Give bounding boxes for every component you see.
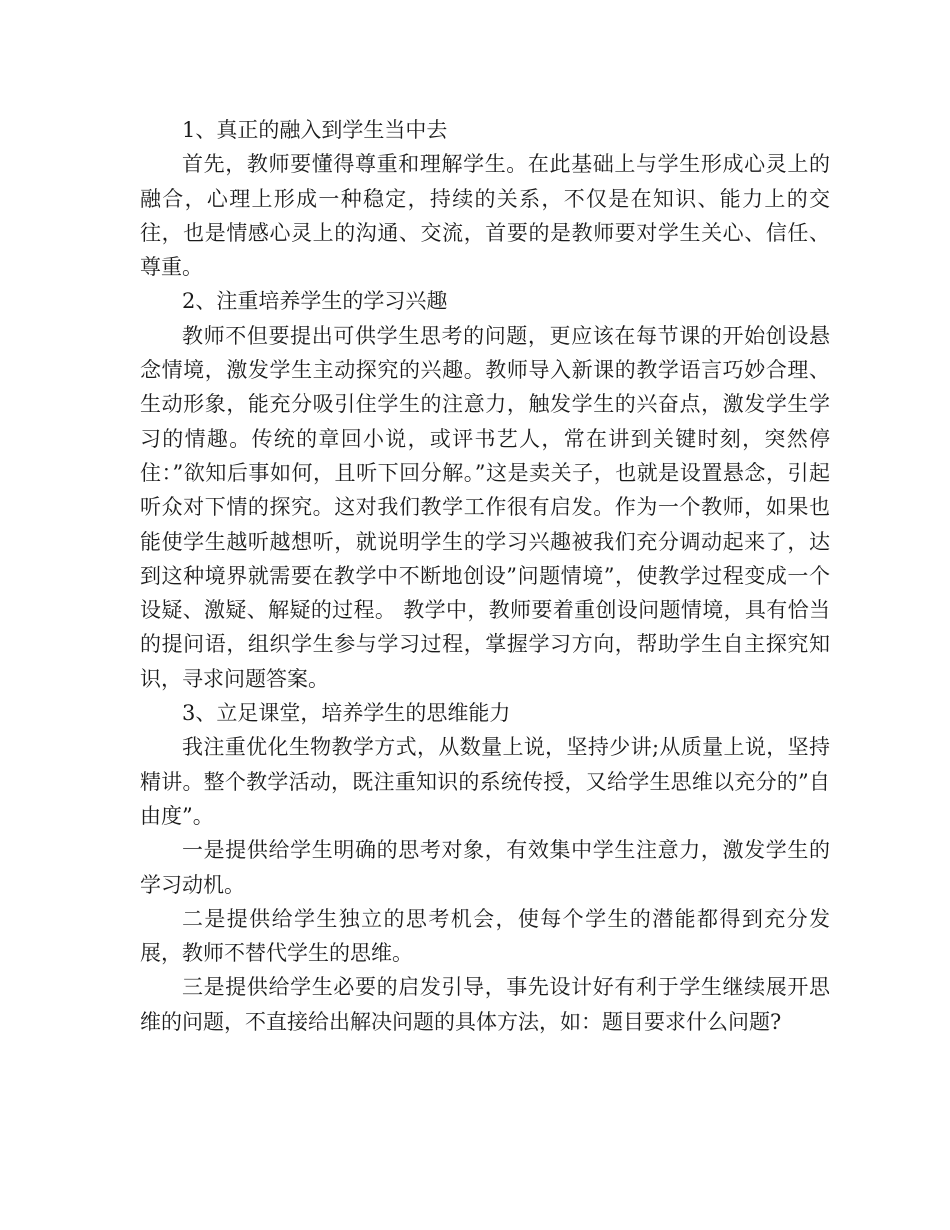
heading-3: 3、立足课堂，培养学生的思维能力 (182, 701, 511, 726)
paragraph-1: 首先，教师要懂得尊重和理解学生。在此基础上与学生形成心灵上的融合，心理上形成一种稳定，持续的关系，不仅是在知识、能力上的交往，也是情感心灵上的沟通、交流，首要的是教师要对学生关心、信任、尊重。 (140, 152, 830, 280)
paragraph-3: 我注重优化生物教学方式，从数量上说，坚持少讲;从质量上说，坚持精讲。整个教学活动，既注重知识的系统传授，又给学生思维以充分的”自由度”。 (140, 735, 830, 828)
heading-2: 2、注重培养学生的学习兴趣 (182, 289, 448, 314)
paragraph-2: 教师不但要提出可供学生思考的问题，更应该在每节课的开始创设悬念情境，激发学生主动探究的兴趣。教师导入新课的教学语言巧妙合理、生动形象，能充分吸引住学生的注意力，触发学生的兴奋点，激发学生学习的情趣。传统的章回小说，或评书艺人，常在讲到关键时刻，突然停住：”欲知后事如何，且听下回分解。”这是卖关子，也就是设置悬念，引起听众对下情的探究。这对我们教学工作很有启发。作为一个教师，如果也能使学生越听越想听，就说明学生的学习兴趣被我们充分调动起来了，达到这种境界就需要在教学中不断地创设”问题情境”，使教学过程变成一个设疑、激疑、解疑的过程。 教学中，教师要着重创设问题情境，具有恰当的提问语，组织学生参与学习过程，掌握学习方向，帮助学生自主探究知识，寻求问题答案。 (140, 323, 830, 691)
heading-1: 1、真正的融入到学生当中去 (182, 118, 448, 142)
paragraph-4: 一是提供给学生明确的思考对象，有效集中学生注意力，激发学生的学习动机。 (140, 838, 830, 897)
paragraph-6: 三是提供给学生必要的启发引导，事先设计好有利于学生继续展开思维的问题，不直接给出解决问题的具体方法，如：题目要求什么问题? (140, 975, 830, 1034)
paragraph-5: 二是提供给学生独立的思考机会，使每个学生的潜能都得到充分发展，教师不替代学生的思维。 (140, 906, 830, 966)
